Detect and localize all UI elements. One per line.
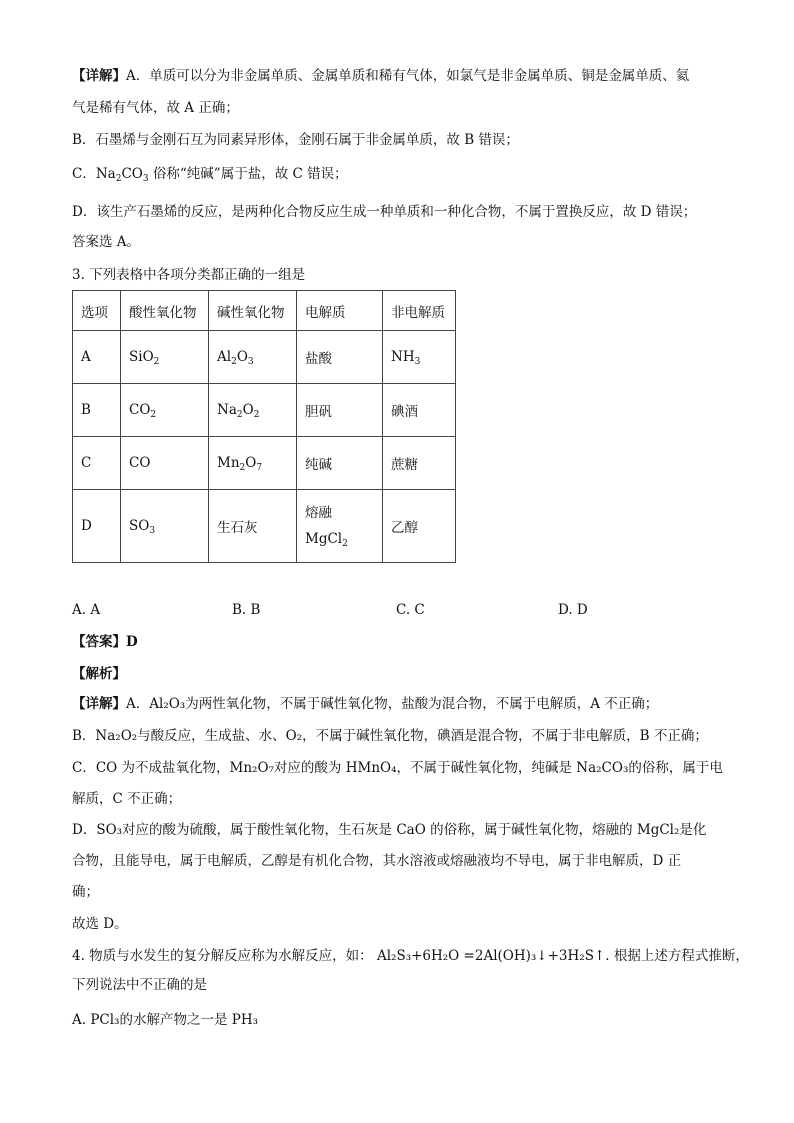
table-cell: D [73,490,121,563]
q2-detail-line1: 【详解】A．单质可以分为非金属单质、金属单质和稀有气体，如氯气是非金属单质、铜是金属单质、氦 [72,68,690,84]
table-cell: A [73,331,121,384]
q3-stem: 3. 下列表格中各项分类都正确的一组是 [72,267,306,283]
table-cell: 胆矾 [297,384,383,437]
q2-answer: 答案选 A。 [72,234,141,250]
table-cell: $SO_3$ [121,490,209,563]
table-cell: B [73,384,121,437]
q4-stem: 4. 物质与水发生的复分解反应称为水解反应，如： Al₂S₃+6H₂O =2Al(OH)₃↓+3H₂S↑. 根据上述方程式推断， [72,948,749,964]
table-cell: 熔融 MgCl$_2$ [297,490,383,563]
header-cell: 碱性氧化物 [209,291,297,331]
header-cell: 电解质 [297,291,383,331]
table-cell: CO [121,437,209,490]
table-cell: 乙醇 [383,490,456,563]
q3-detail-c: C．CO 为不成盐氧化物，Mn₂O₇对应的酸为 HMnO₄，不属于碱性氧化物，纯碱是 Na₂CO₃的俗称，属于电 [72,760,723,776]
header-cell: 非电解质 [383,291,456,331]
table-cell: $Mn_2O_7$ [209,437,297,490]
table-cell: SiO$_2$ [121,331,209,384]
detail-tag: 【详解】 [72,696,126,712]
option-b: B. B [232,602,261,618]
table-row [73,437,456,490]
table-row [73,384,456,437]
q3-detail-c-cont: 解质，C 不正确； [72,791,182,807]
q2-option-d-explanation: D．该生产石墨烯的反应，是两种化合物反应生成一种单质和一种化合物，不属于置换反应，故 D 错误； [72,204,697,220]
q3-detail-d-cont2: 确； [72,884,99,900]
q3-answer: 【答案】D [72,634,138,650]
q3-detail-d-cont: 合物，且能导电，属于电解质，乙醇是有机化合物，其水溶液或熔融液均不导电，属于非电解质，D 正 [72,853,682,869]
table-cell: $Na_2O_2$ [209,384,297,437]
q3-detail-a: 【详解】A．Al₂O₃为两性氧化物，不属于碱性氧化物，盐酸为混合物，不属于电解质，A 不正确； [72,696,659,712]
detail-tag: 【详解】 [72,68,126,84]
q4-stem-cont: 下列说法中不正确的是 [72,977,207,993]
table-cell: 生石灰 [209,490,297,563]
table-cell: C [73,437,121,490]
table-cell: $CO_2$ [121,384,209,437]
header-cell: 酸性氧化物 [121,291,209,331]
q3-conclusion: 故选 D。 [72,916,128,932]
q3-detail-d: D．SO₃对应的酸为硫酸，属于酸性氧化物，生石灰是 CaO 的俗称，属于碱性氧化物，熔融的 MgCl₂是化 [72,822,707,838]
table-cell: $Al_2O_3$ [209,331,297,384]
table-cell: 盐酸 [297,331,383,384]
option-d: D. D [558,602,588,618]
q4-option-a: A. PCl₃的水解产物之一是 PH₃ [72,1012,259,1028]
q2-detail-line2: 气是稀有气体，故 A 正确； [72,100,239,116]
header-cell: 选项 [73,291,121,331]
q3-detail-b: B．Na₂O₂与酸反应，生成盐、水、O₂，不属于碱性氧化物，碘酒是混合物，不属于非电解质，B 不正确； [72,728,708,744]
q2-option-c-explanation: C．$Na_2CO_3$ 俗称“纯碱”属于盐，故 C 错误； [72,166,348,184]
q2-option-b-explanation: B．石墨烯与金刚石互为同素异形体，金刚石属于非金属单质，故 B 错误； [72,132,519,148]
option-a: A. A [72,602,101,618]
table-row [73,331,456,384]
table-cell: 碘酒 [383,384,456,437]
table-header-row [73,291,456,331]
option-c: C. C [396,602,425,618]
table-row [73,490,456,563]
table-cell: 蔗糖 [383,437,456,490]
table-cell: 纯碱 [297,437,383,490]
table-cell: $NH_3$ [383,331,456,384]
classification-table [72,290,456,563]
na2co3-formula: $Na_2CO_3$ [95,166,149,184]
q3-analysis-label: 【解析】 [72,666,126,682]
